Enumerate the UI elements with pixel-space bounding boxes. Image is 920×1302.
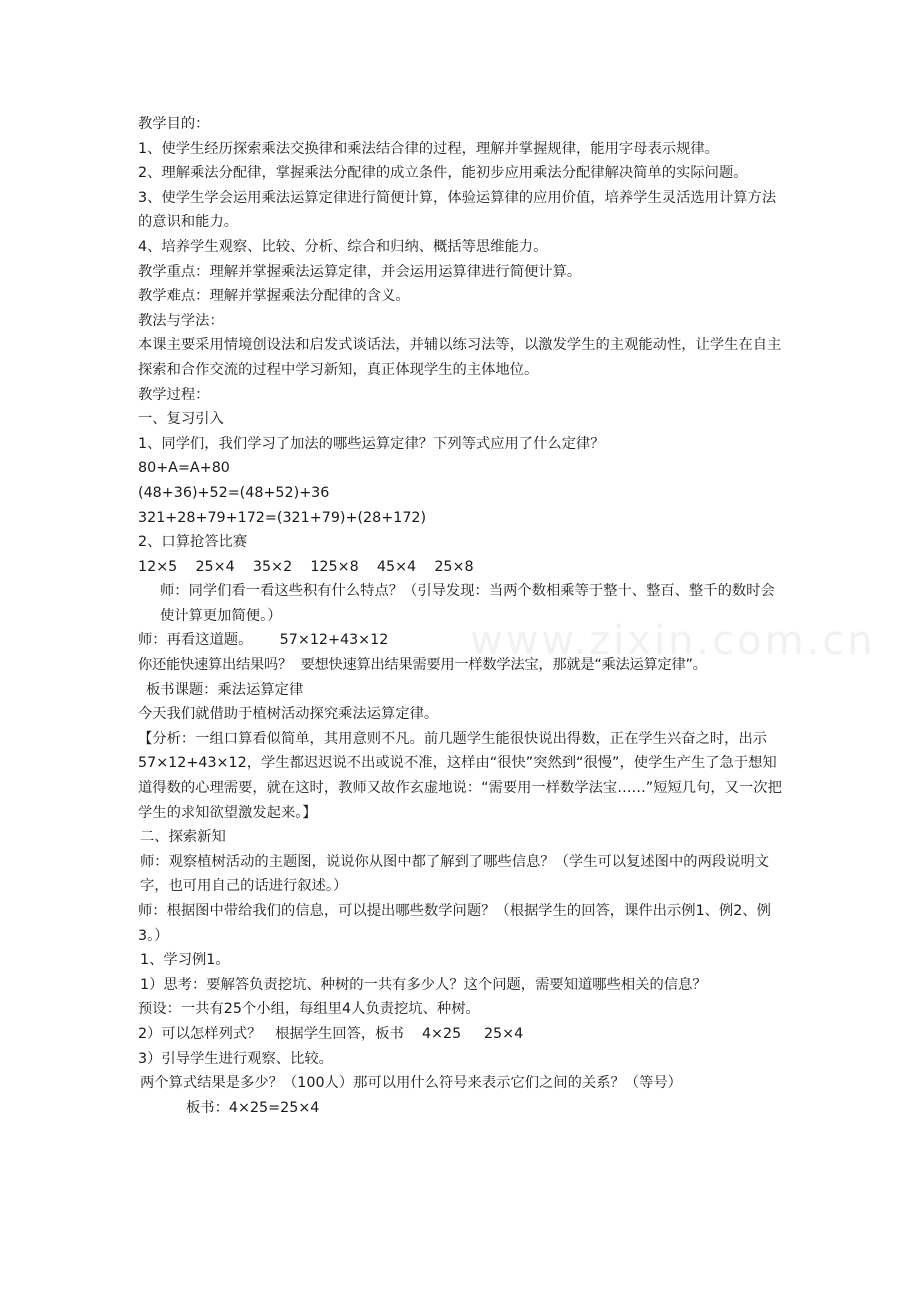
question-paragraph: 师：根据图中带给我们的信息，可以提出哪些数学问题？（根据学生的回答，课件出示例1、例2、例3。） <box>138 903 771 944</box>
goal-2: 2、理解乘法分配律，掌握乘法分配律的成立条件，能初步应用乘法分配律解决简单的实际问题。 <box>138 165 748 182</box>
heading-teaching-goals: 教学目的： <box>138 116 210 132</box>
section-review: 一、复习引入 <box>138 411 224 428</box>
formula-question: 2）可以怎样列式？ 根据学生回答，板书 4×25 25×4 <box>138 1025 524 1042</box>
methods-paragraph: 本课主要采用情境创设法和启发式谈话法，并辅以练习法等，以激发学生的主观能动性，让学生在自主探索和合作交流的过程中学习新知，真正体现学生的主体地位。 <box>138 337 782 378</box>
compare-instruction: 3）引导学生进行观察、比较。 <box>138 1050 333 1067</box>
oral-contest: 2、口算抢答比赛 <box>138 534 248 551</box>
key-point: 教学重点：理解并掌握乘法运算定律，并会运用运算律进行简便计算。 <box>138 263 582 280</box>
relation-question: 两个算式结果是多少？（100人）那可以用什么符号来表示它们之间的关系？（等号） <box>140 1075 682 1092</box>
equation-3: 321+28+79+172=(321+79)+(28+172) <box>138 509 427 526</box>
document-body <box>138 112 788 1120</box>
heading-methods: 教法与学法： <box>138 312 224 329</box>
watermark: www.zixin.com.cn <box>470 618 876 664</box>
example-1-heading: 1、学习例1。 <box>140 952 230 969</box>
observe-paragraph: 师：观察植树活动的主题图，说说你从图中都了解到了哪些信息？（学生可以复述图中的两段说明文字，也可用自己的话进行叙述。） <box>140 853 770 895</box>
teacher-question-2: 师：再看这道题。 57×12+43×12 <box>138 632 389 649</box>
teacher-question-1: 师：同学们看一看这些积有什么特点？（引导发现：当两个数相乘等于整十、整百、整千的数时会使计算更加简便。） <box>160 583 775 624</box>
section-explore: 二、探索新知 <box>140 829 226 846</box>
goal-1: 1、使学生经历探索乘法交换律和乘法结合律的过程，理解并掌握规律，能用字母表示规律。 <box>138 140 719 157</box>
board-title: 板书课题：乘法运算定律 <box>146 681 304 698</box>
goal-3: 3、使学生学会运用乘法运算定律进行简便计算，体验运算律的应用价值，培养学生灵活选用计算方法的意识和能力。 <box>138 189 777 231</box>
fast-question: 你还能快速算出结果吗？ 要想快速算出结果需要用一样数学法宝，那就是“乘法运算定律”。 <box>138 657 707 674</box>
review-question: 1、同学们，我们学习了加法的哪些运算定律？下列等式应用了什么定律？ <box>138 435 605 452</box>
difficult-point: 教学难点：理解并掌握乘法分配律的含义。 <box>138 288 410 305</box>
analysis-paragraph: 【分析：一组口算看似简单，其用意则不凡。前几题学生能很快说出得数，正在学生兴奋之时，出示57×12+43×12，学生都迟迟说不出或说不准，这样由“很快”突然到“很慢”，使学生产生了急于想知道得数的心理需要，就在这时，教师又故作玄虚地说：“需要用一样数学法宝……”短短几句，又一次把学生的求知欲望激发起来。】 <box>138 730 782 821</box>
preset-answer: 预设：一共有25个小组，每组里4人负责挖坑、种树。 <box>138 1001 480 1018</box>
think-question: 1）思考：要解答负责挖坑、种树的一共有多少人？这个问题，需要知道哪些相关的信息？ <box>140 976 707 993</box>
goal-4: 4、培养学生观察、比较、分析、综合和归纳、概括等思维能力。 <box>138 238 548 255</box>
board-equation: 板书：4×25=25×4 <box>186 1099 320 1116</box>
equation-1: 80+A=A+80 <box>138 460 230 477</box>
heading-process: 教学过程： <box>138 386 210 403</box>
today-intro: 今天我们就借助于植树活动探究乘法运算定律。 <box>138 706 439 723</box>
oral-problems: 12×5 25×4 35×2 125×8 45×4 25×8 <box>138 558 474 575</box>
equation-2: (48+36)+52=(48+52)+36 <box>138 484 330 501</box>
